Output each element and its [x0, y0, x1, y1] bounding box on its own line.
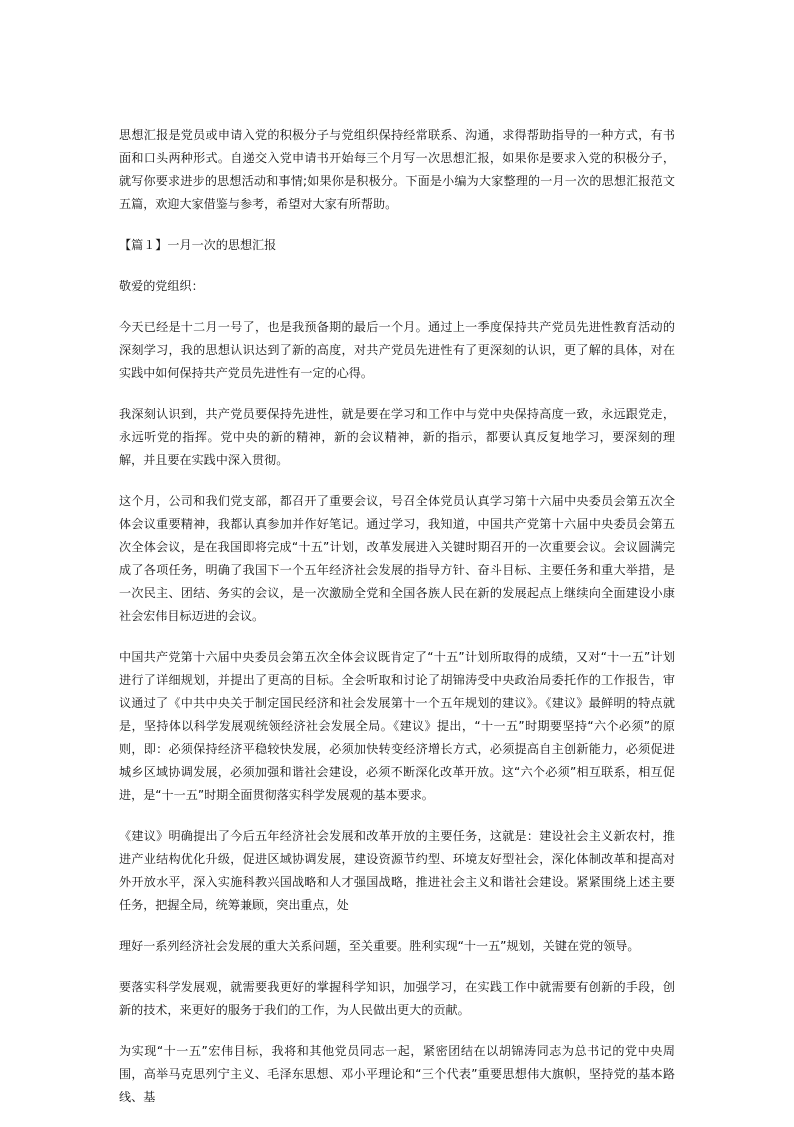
body-paragraph: 《建议》明确提出了今后五年经济社会发展和改革开放的主要任务，这就是：建设社会主义新农村，推进产业结构优化升级，促进区域协调发展，建设资源节约型、环境友好型社会，深化体制改革和提高对外开放水平，深入实施科教兴国战略和人才强国战略，推进社会主义和谐社会建设。紧紧围绕上述主要任务，把握全局，统筹兼顾，突出重点，处 — [119, 829, 675, 912]
body-paragraph: 今天已经是十二月一号了，也是我预备期的最后一个月。通过上一季度保持共产党员先进性教育活动的深刻学习，我的思想认识达到了新的高度，对共产党员先进性有了更深刻的认识，更了解的具体，对在实践中如何保持共产党员先进性有一定的心得。 — [119, 320, 675, 380]
body-paragraph: 要落实科学发展观，就需要我更好的掌握科学知识，加强学习，在实践工作中就需要有创新的手段，创新的技术，来更好的服务于我们的工作，为人民做出更大的贡献。 — [119, 980, 675, 1017]
intro-paragraph: 思想汇报是党员或申请入党的积极分子与党组织保持经常联系、沟通，求得帮助指导的一种方式，有书面和口头两种形式。自递交入党申请书开始每三个月写一次思想汇报，如果你是要求入党的积极分子，就写你要求进步的思想活动和事情;如果你是积极分。下面是小编为大家整理的一月一次的思想汇报范文五篇，欢迎大家借鉴与参考，希望对大家有所帮助。 — [119, 128, 675, 211]
body-paragraph: 为实现“十一五”宏伟目标，我将和其他党员同志一起，紧密团结在以胡锦涛同志为总书记的党中央周围，高举马克思列宁主义、毛泽东思想、邓小平理论和“三个代表”重要思想伟大旗帜，坚持党的基本路线、基 — [119, 1044, 675, 1104]
section-heading: 【篇１】一月一次的思想汇报 — [119, 238, 277, 252]
body-paragraph: 中国共产党第十六届中央委员会第五次全体会议既肯定了“十五”计划所取得的成绩，又对“十一五”计划进行了详细规划，并提出了更高的目标。全会听取和讨论了胡锦涛受中央政治局委托作的工作报告，审议通过了《中共中央关于制定国民经济和社会发展第十一个五年规划的建议》。《建议》最鲜明的特点就是，坚持体以科学发展观统领经济社会发展全局。《建议》提出，“十一五”时期要坚持“六个必须”的原则，即：必须保持经济平稳较快发展，必须加快转变经济增长方式，必须提高自主创新能力，必须促进城乡区域协调发展，必须加强和谐社会建设，必须不断深化改革开放。这“六个必须”相互联系，相互促进，是“十一五”时期全面贯彻落实科学发展观的基本要求。 — [119, 650, 675, 802]
body-paragraph: 理好一系列经济社会发展的重大关系问题，至关重要。胜利实现“十一五”规划，关键在党的领导。 — [119, 939, 640, 953]
body-paragraph: 这个月，公司和我们党支部，都召开了重要会议，号召全体党员认真学习第十六届中央委员会第五次全体会议重要精神，我都认真参加并作好笔记。通过学习，我知道，中国共产党第十六届中央委员会第五次全体会议，是在我国即将完成“十五”计划，改革发展进入关键时期召开的一次重要会议。会议圆满完成了各项任务，明确了我国下一个五年经济社会发展的指导方针、奋斗目标、主要任务和重大举措，是一次民主、团结、务实的会议，是一次激励全党和全国各族人民在新的发展起点上继续向全面建设小康社会宏伟目标迈进的会议。 — [119, 494, 675, 623]
body-paragraph: 我深刻认识到，共产党员要保持先进性，就是要在学习和工作中与党中央保持高度一致，永远跟党走，永远听党的指挥。党中央的新的精神，新的会议精神，新的指示，都要认真反复地学习，要深刻的理解，并且要在实践中深入贯彻。 — [119, 407, 675, 467]
salutation: 敬爱的党组织： — [119, 279, 204, 293]
document-body — [119, 124, 675, 1127]
